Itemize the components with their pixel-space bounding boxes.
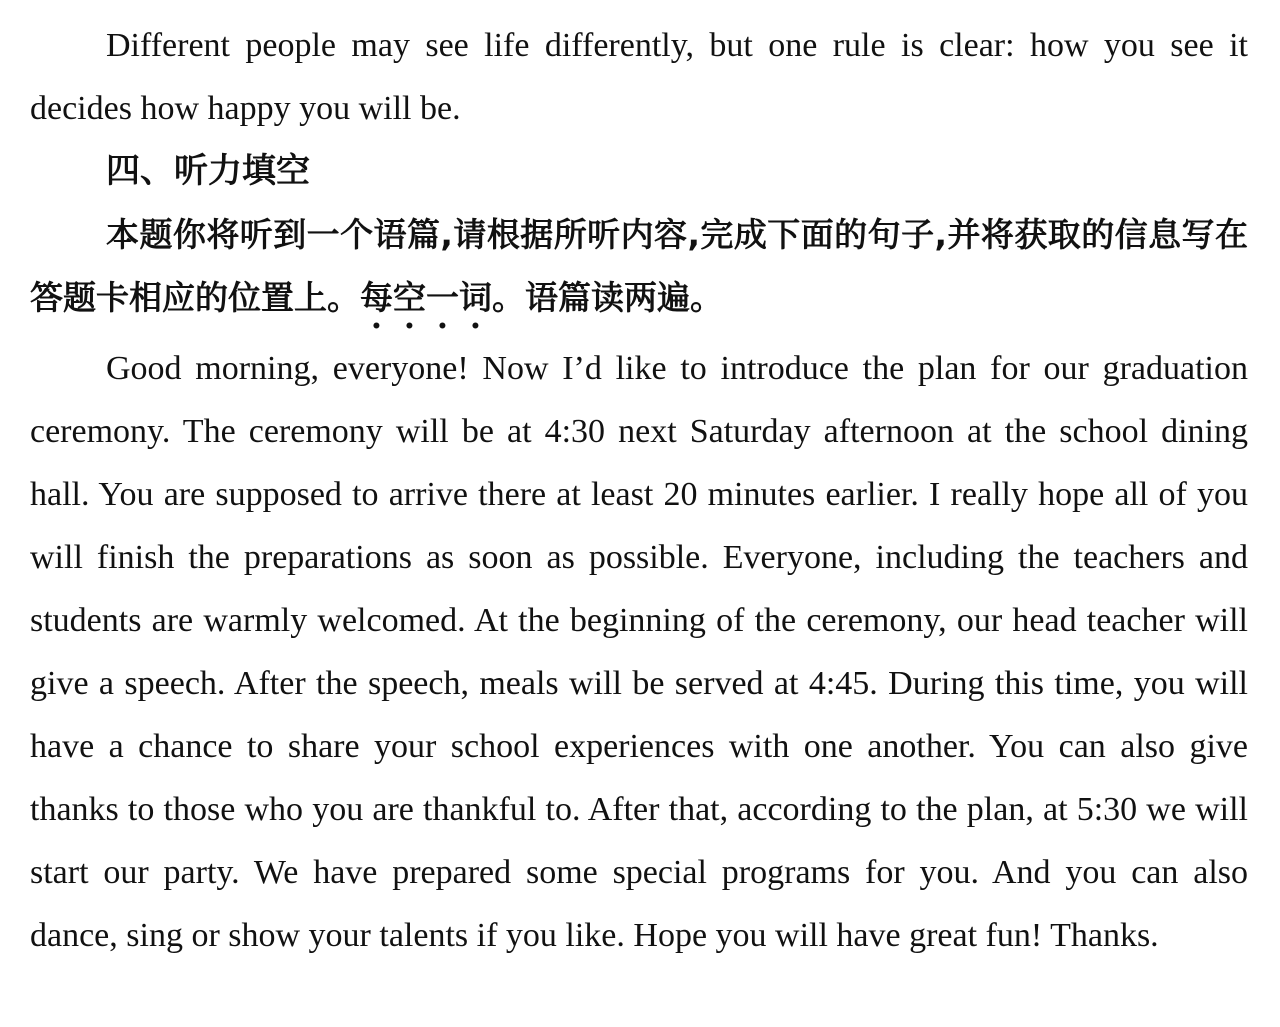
instruction-text-end: 。语篇读两遍。 xyxy=(492,278,723,317)
intro-paragraph: Different people may see life differently, but one rule is clear: how you see it decides how happy you will be. xyxy=(30,27,1248,127)
section-heading: 四、听力填空 xyxy=(106,151,310,191)
document-page xyxy=(30,14,1248,967)
listening-text-paragraph: Good morning, everyone! Now I’d like to introduce the plan for our graduation ceremony. The ceremony will be at 4:30 next Saturday afternoon at the school dining hall. You are supposed to arrive there at least 20 minutes earlier. I really hope all of you will finish the preparations as soon as possible. Everyone, including the teachers and students are warmly welcomed. At the beginning of the ceremony, our head teacher will give a speech. After the speech, meals will be served at 4:45. During this time, you will have a chance to share your school experiences with one another. You can also give thanks to those who you are thankful to. After that, according to the plan, at 5:30 we will start our party. We have prepared some special programs for you. And you can also dance, sing or show your talents if you like. Hope you will have great fun! Thanks. xyxy=(30,350,1248,954)
instruction-emphasis: 每空一词 xyxy=(360,278,492,317)
instruction-text: 本题你将听到一个语篇,请根据所听内容,完成下面的句子,并将获取的信息写在答题卡相应的位置上。 xyxy=(30,215,1248,317)
instruction-paragraph xyxy=(30,203,1248,337)
